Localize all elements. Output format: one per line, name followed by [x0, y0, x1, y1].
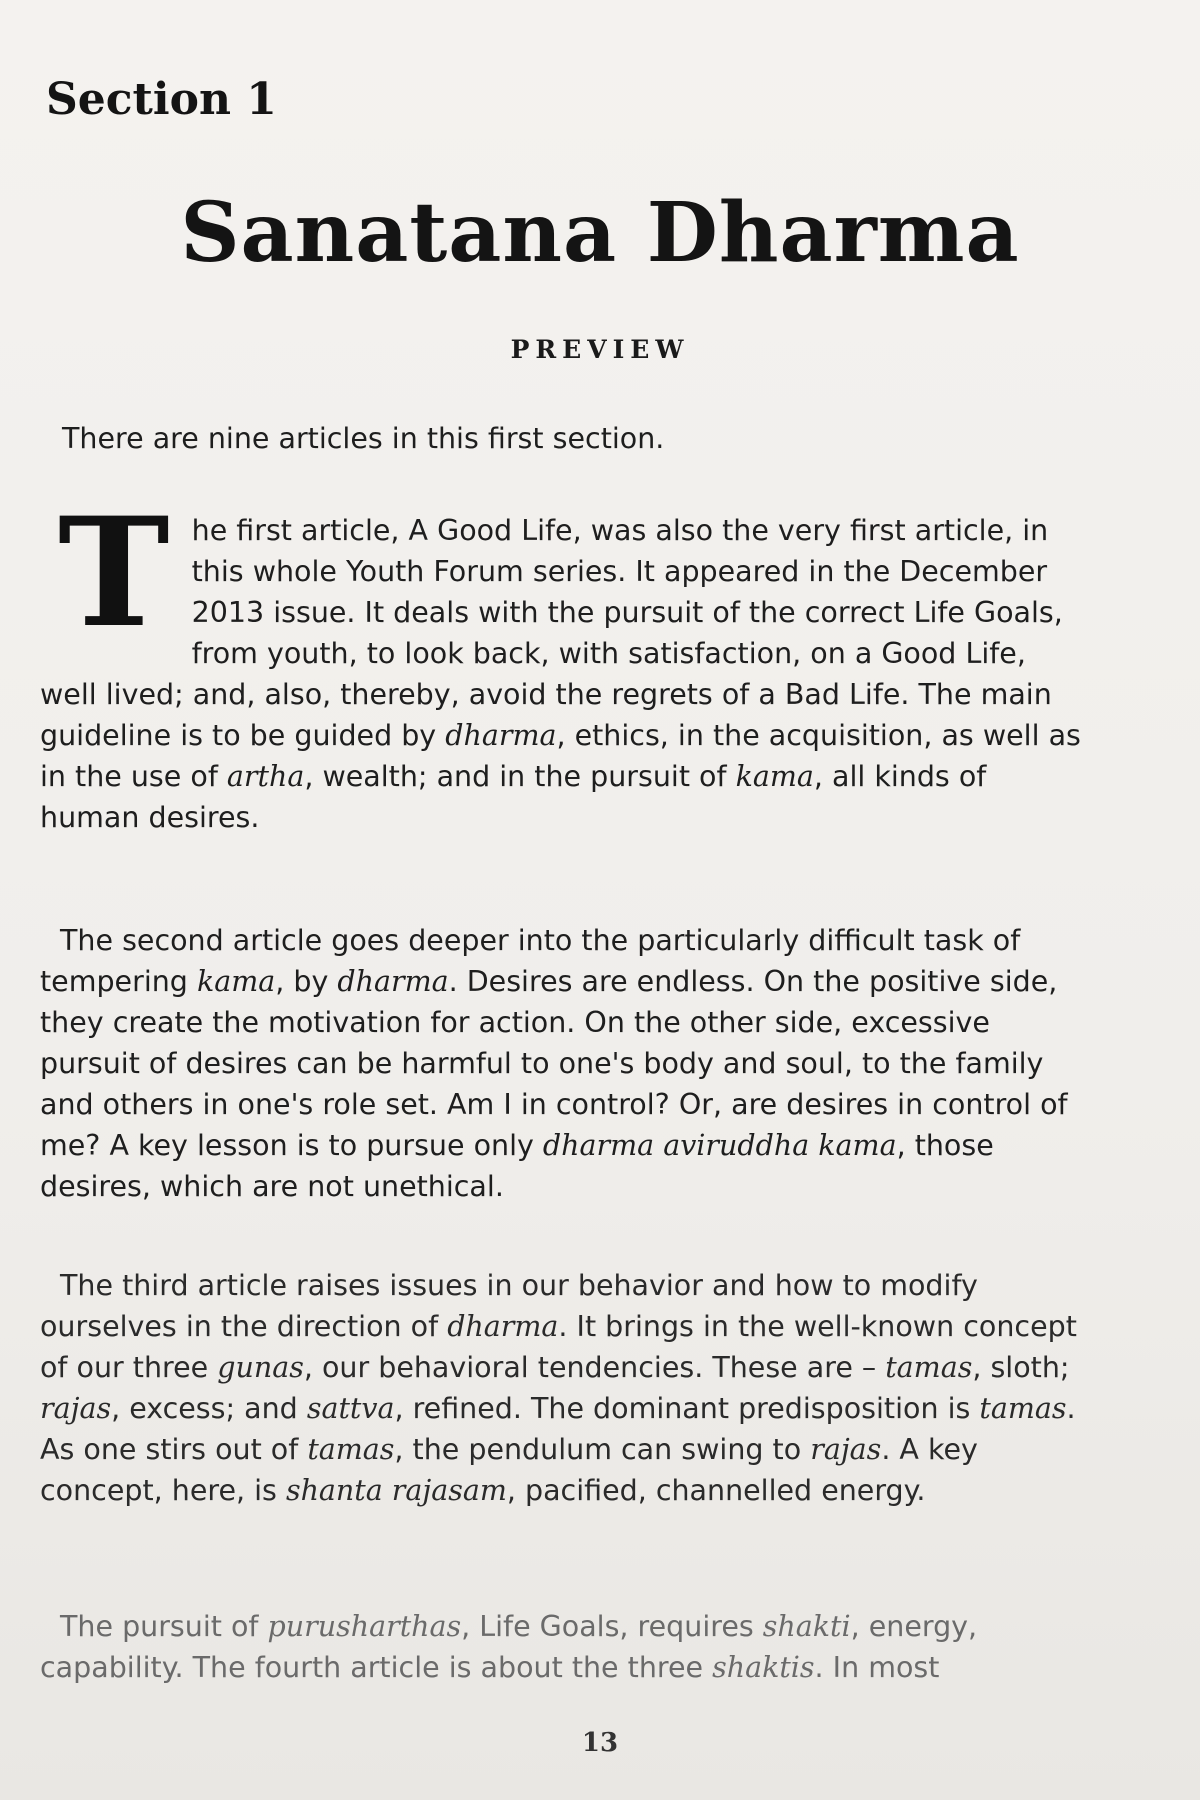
text-run: , refined. The dominant predisposition is: [394, 1392, 980, 1425]
paragraph-third-article: [40, 1265, 1090, 1511]
paragraph-second-article: [40, 920, 1090, 1207]
italic-term: dharma: [337, 965, 449, 998]
text-run: , the pendulum can swing to: [394, 1433, 811, 1466]
text-run: The pursuit of: [60, 1610, 268, 1643]
text-run: , wealth; and in the pursuit of: [304, 760, 736, 793]
italic-term: dharma aviruddha kama: [542, 1129, 897, 1162]
paragraph-first-article: [40, 485, 1090, 838]
text-run: , energy, capability. The fourth article is about the three: [40, 1610, 978, 1684]
italic-term: kama: [735, 760, 814, 793]
italic-term: tamas: [307, 1433, 395, 1466]
italic-term: dharma: [445, 719, 557, 752]
section-label: Section 1: [46, 74, 277, 125]
italic-term: purusharthas: [267, 1610, 462, 1643]
text-run: . A key concept, here, is: [40, 1433, 978, 1507]
italic-term: tamas: [885, 1351, 973, 1384]
intro-sentence: There are nine articles in this first section.: [62, 422, 665, 455]
text-run: . In most: [814, 1651, 940, 1684]
text-run: . It brings in the well-known concept of our three: [40, 1310, 1077, 1384]
italic-term: shakti: [762, 1610, 851, 1643]
text-run: , ethics, in the acquisition, as well as in the use of: [40, 719, 1081, 793]
text-run: , our behavioral tendencies. These are –: [303, 1351, 886, 1384]
text-run: The third article raises issues in our behavior and how to modify ourselves in the direction of: [40, 1269, 978, 1343]
text-run: , by: [275, 965, 338, 998]
italic-term: shanta rajasam: [285, 1474, 507, 1507]
text-run: The second article goes deeper into the particularly difficult task of tempering: [40, 924, 1021, 998]
drop-cap: T: [58, 485, 170, 661]
italic-term: rajas: [810, 1433, 882, 1466]
text-run: he first article, A Good Life, was also the very first article, in this whole Youth Forum series. It appeared in the December 2013 issue. It deals with the pursuit of the correct Life Goals, from youth, to look back, with satisfaction, on a Good Life, well lived; and, also, thereby, avoid the regrets of a Bad Life. The main guideline is to be guided by: [40, 514, 1063, 752]
preview-heading: PREVIEW: [510, 335, 690, 364]
page-number: 13: [581, 1728, 619, 1758]
italic-term: sattva: [306, 1392, 395, 1425]
italic-term: tamas: [979, 1392, 1067, 1425]
italic-term: kama: [196, 965, 276, 998]
text-run: , all kinds of human desires.: [40, 760, 987, 834]
italic-term: rajas: [40, 1392, 112, 1425]
text-run: , Life Goals, requires: [461, 1610, 763, 1643]
text-run: , pacified, channelled energy.: [506, 1474, 926, 1507]
text-run: , excess; and: [111, 1392, 307, 1425]
page-title: Sanatana Dharma: [180, 185, 1020, 281]
italic-term: shaktis: [712, 1651, 815, 1684]
italic-term: artha: [226, 760, 305, 793]
text-run: . As one stirs out of: [40, 1392, 1076, 1466]
paragraph-fourth-article: [40, 1606, 1090, 1688]
text-run: , those desires, which are not unethical.: [40, 1129, 994, 1203]
italic-term: gunas: [217, 1351, 304, 1384]
italic-term: dharma: [447, 1310, 559, 1343]
text-run: , sloth;: [972, 1351, 1070, 1384]
text-run: . Desires are endless. On the positive side, they create the motivation for action. On the other side, excessive pursuit of desires can be harmful to one's body and soul, to the family and others in one's role set. Am I in control? Or, are desires in control of me? A key lesson is to pursue only: [40, 965, 1068, 1162]
